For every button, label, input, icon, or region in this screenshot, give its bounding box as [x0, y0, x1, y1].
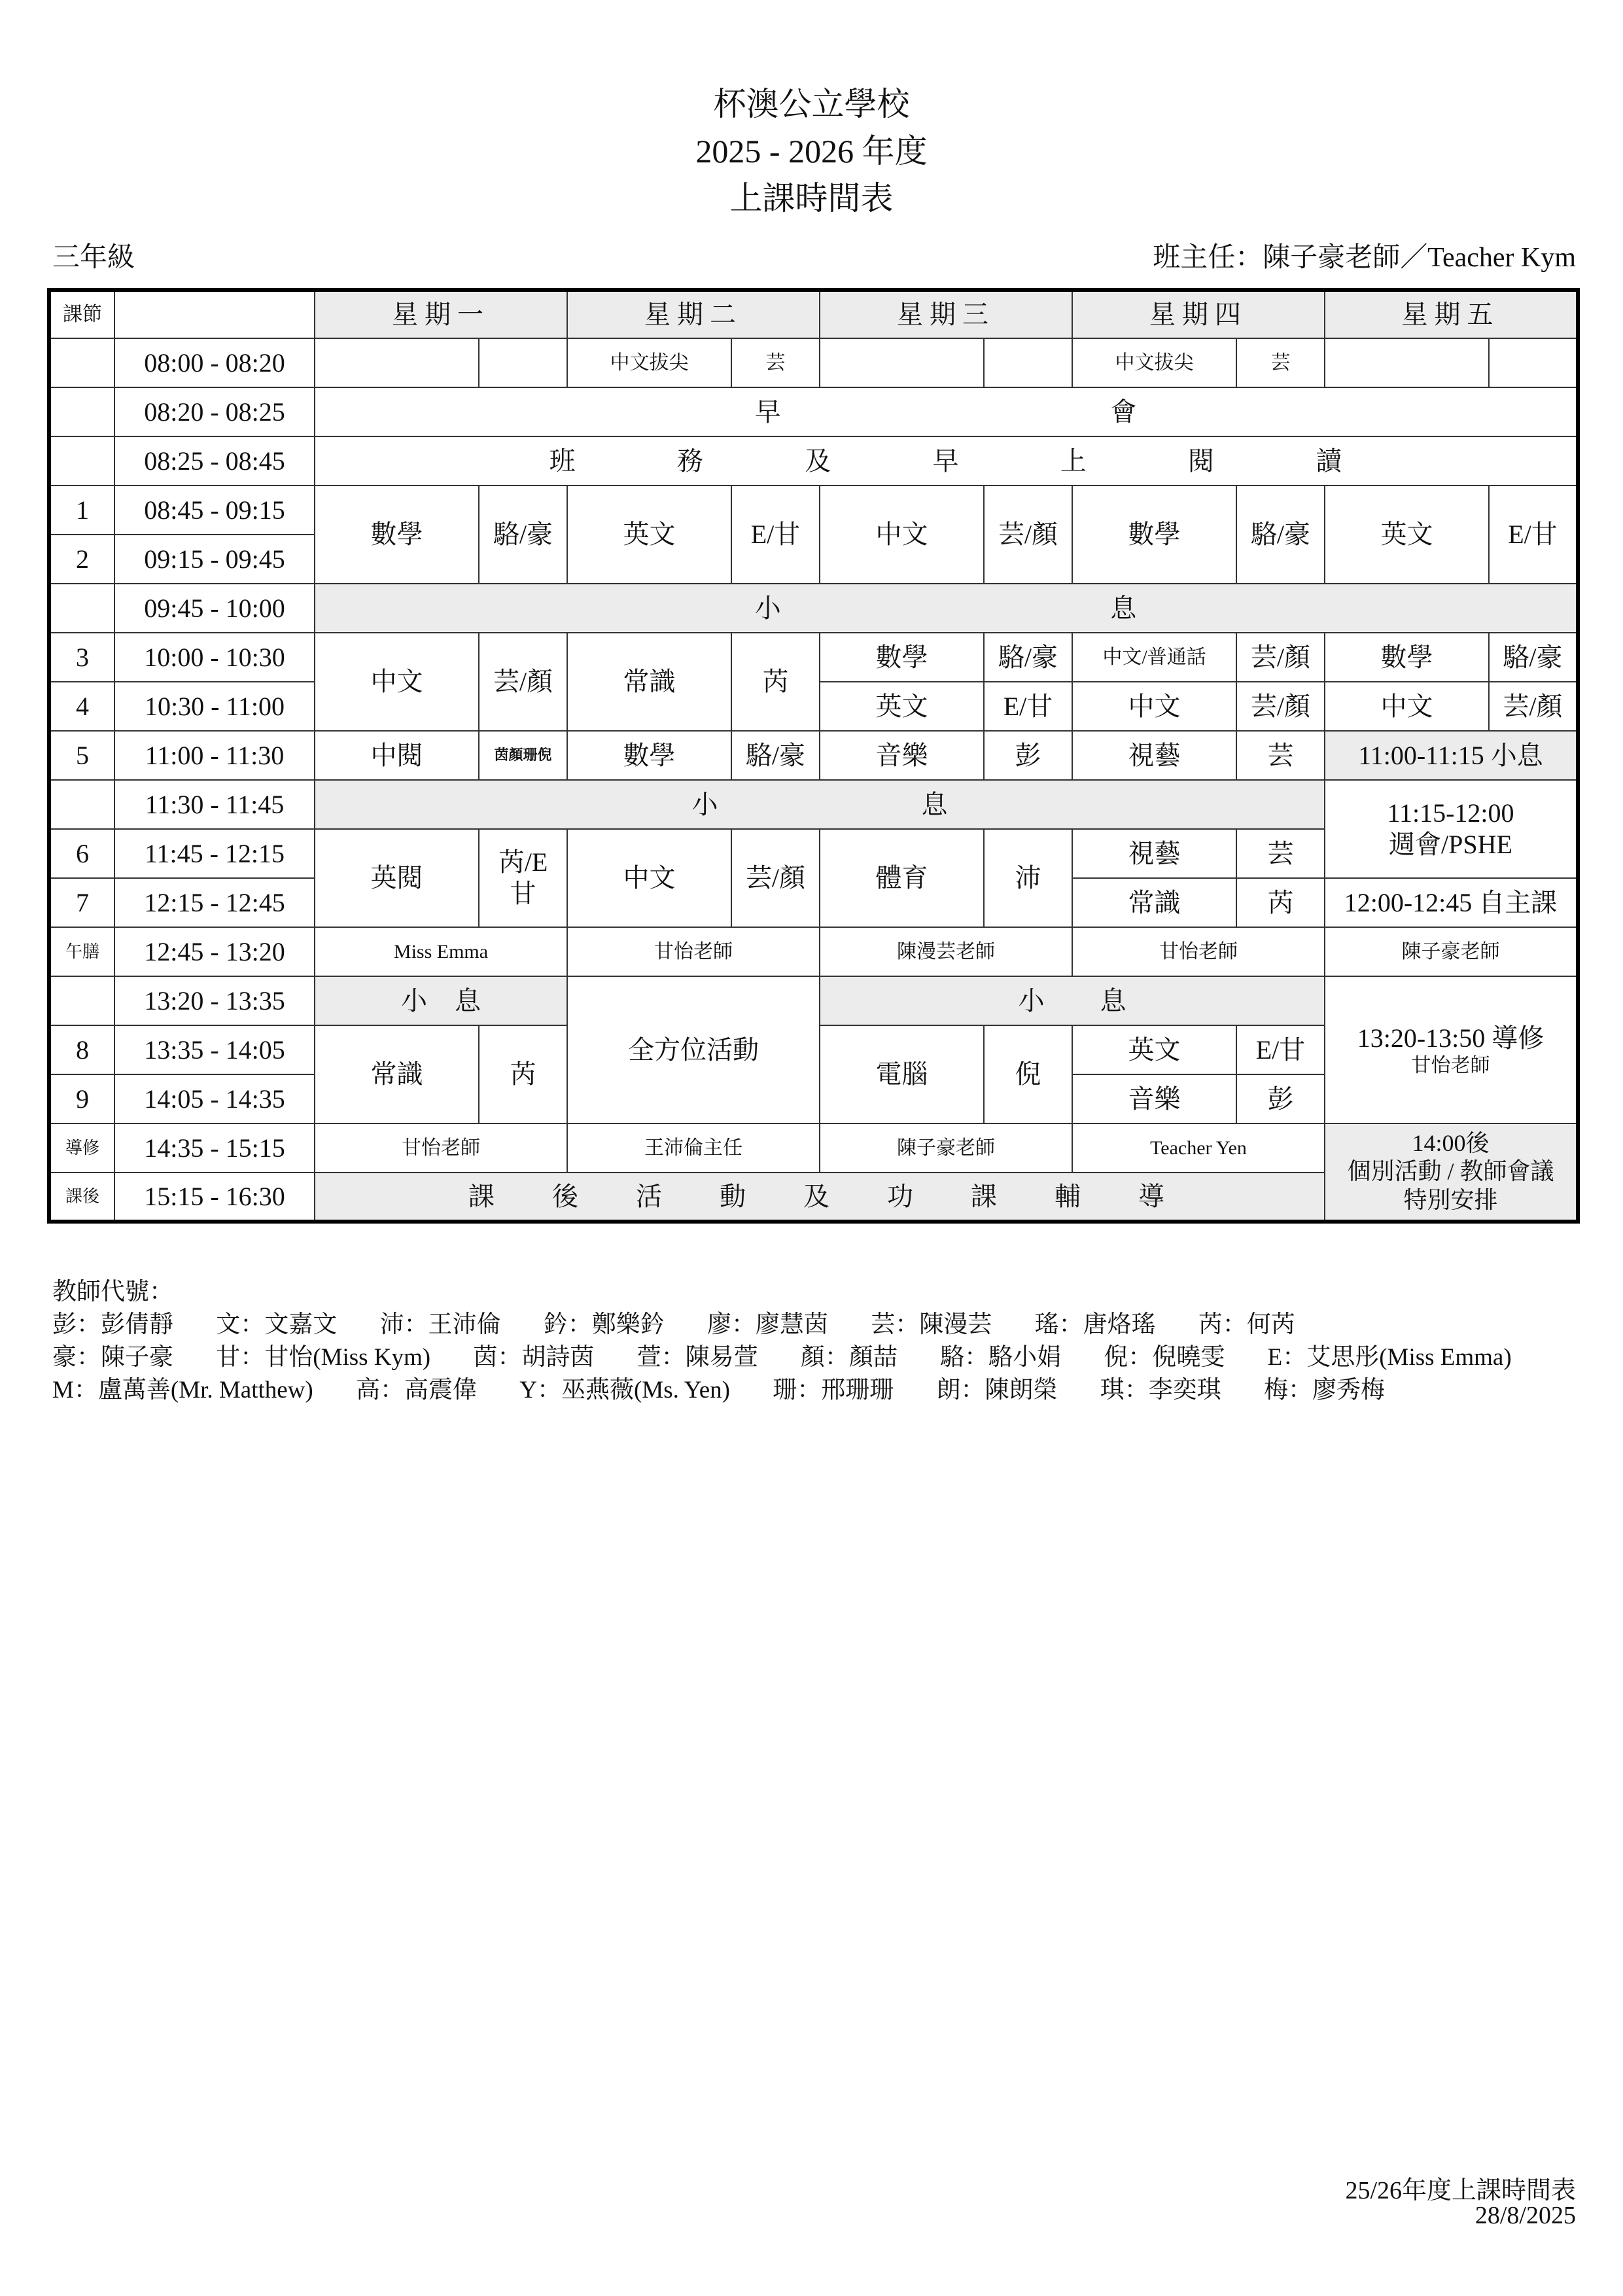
time-cell: 09:45 - 10:00	[114, 584, 315, 633]
subject-cell: 視藝	[1072, 829, 1236, 878]
legend-item: 文：文嘉文	[216, 1311, 338, 1338]
legend-item: 芮：何芮	[1198, 1311, 1295, 1338]
legend-item: 倪：倪曉雯	[1104, 1344, 1225, 1371]
morning-reading-cell: 班 務 及 早 上 閱 讀	[315, 436, 1578, 486]
time-cell: 14:35 - 15:15	[114, 1123, 315, 1173]
class-teacher: 班主任：陳子豪老師／Teacher Kym	[1153, 243, 1576, 273]
teacher-cell: 芸/顏	[1489, 682, 1578, 731]
subject-cell: 常識	[567, 633, 731, 731]
period-number: 8	[49, 1025, 114, 1074]
subject-cell: 中文	[1325, 682, 1489, 731]
day-header-thu: 星期四	[1072, 290, 1325, 338]
subject-cell: 中文	[567, 829, 731, 927]
lunch-teacher-cell: 甘怡老師	[567, 927, 820, 976]
school-year: 2025 - 2026 年度	[695, 133, 928, 169]
legend-item: 瑤：唐烙瑤	[1034, 1311, 1156, 1338]
teacher-cell: E/甘	[1236, 1025, 1325, 1074]
legend-item: 珊：邢珊珊	[773, 1377, 894, 1404]
period-number: 9	[49, 1074, 114, 1123]
table-row	[49, 1123, 1578, 1173]
special-arrangement-cell: 14:00後 個別活動 / 教師會議 特別安排	[1325, 1123, 1578, 1222]
legend-item: 芸：陳漫芸	[871, 1311, 992, 1338]
fri-recess-cell: 11:00-11:15 小息	[1325, 731, 1578, 780]
teacher-cell: 芸	[1236, 829, 1325, 878]
teacher-cell: 芮/E 甘	[479, 829, 567, 927]
lunch-teacher-cell: Miss Emma	[315, 927, 567, 976]
time-cell: 13:20 - 13:35	[114, 976, 315, 1025]
teacher-cell: 彭	[1236, 1074, 1325, 1123]
tutor-teacher-cell: 王沛倫主任	[567, 1123, 820, 1173]
after-school-cell: 課 後 活 動 及 功 課 輔 導	[315, 1173, 1325, 1222]
teacher-cell: E/甘	[984, 682, 1072, 731]
legend-item: 琪：李奕琪	[1100, 1377, 1221, 1404]
subject-cell: 中閱	[315, 731, 479, 780]
subject-cell: 音樂	[820, 731, 984, 780]
period-number: 1	[49, 486, 114, 535]
day-header-wed: 星期三	[820, 290, 1072, 338]
period-label: 課後	[49, 1173, 114, 1222]
time-cell: 10:00 - 10:30	[114, 633, 315, 682]
time-cell: 08:45 - 09:15	[114, 486, 315, 535]
teacher-cell: 駱/豪	[731, 731, 820, 780]
subject-cell: 常識	[315, 1025, 479, 1123]
timetable	[47, 288, 1580, 1224]
legend-row	[52, 1374, 1548, 1407]
period-label: 午膳	[49, 927, 114, 976]
teacher-cell: 芸	[1236, 338, 1325, 387]
recess-cell: 小 息	[315, 780, 1325, 829]
teacher-cell: 芸/顏	[1236, 682, 1325, 731]
subject-cell: 電腦	[820, 1025, 984, 1123]
day-header-mon: 星期一	[315, 290, 567, 338]
teacher-cell: 駱/豪	[479, 486, 567, 584]
teacher-cell: 芮	[1236, 878, 1325, 927]
table-row	[49, 927, 1578, 976]
time-cell: 13:35 - 14:05	[114, 1025, 315, 1074]
teacher-cell: 芮	[731, 633, 820, 731]
teacher-cell: 駱/豪	[1236, 486, 1325, 584]
teacher-cell: 芸	[731, 338, 820, 387]
footer-title: 25/26年度上課時間表	[1345, 2177, 1576, 2204]
assembly-cell: 早 會	[315, 387, 1578, 436]
tutor-teacher-cell: 陳子豪老師	[820, 1123, 1072, 1173]
period-number: 3	[49, 633, 114, 682]
teacher-cell: 駱/豪	[984, 633, 1072, 682]
legend-item: E：艾思彤(Miss Emma)	[1267, 1344, 1512, 1371]
time-cell: 08:00 - 08:20	[114, 338, 315, 387]
subject-cell: 英文	[567, 486, 731, 584]
subject-cell: 數學	[1325, 633, 1489, 682]
subject-cell: 數學	[315, 486, 479, 584]
tutor-teacher-cell: 甘怡老師	[315, 1123, 567, 1173]
table-row	[49, 486, 1578, 535]
legend-item: M：盧萬善(Mr. Matthew)	[52, 1377, 313, 1404]
teacher-cell: 倪	[984, 1025, 1072, 1123]
legend-item: 豪：陳子豪	[52, 1344, 173, 1371]
subject-cell: 中文	[1072, 682, 1236, 731]
teacher-cell: 沛	[984, 829, 1072, 927]
tutor-teacher-cell: Teacher Yen	[1072, 1123, 1325, 1173]
table-row	[49, 387, 1578, 436]
legend-title: 教師代號：	[52, 1279, 173, 1305]
subject-cell: 數學	[820, 633, 984, 682]
recess-cell: 小 息	[820, 976, 1325, 1025]
assembly-pshe-cell: 11:15-12:00 週會/PSHE	[1325, 780, 1578, 878]
tutorial-cell: 13:20-13:50 導修 甘怡老師	[1325, 976, 1578, 1123]
legend-item: 廖：廖慧茵	[707, 1311, 828, 1338]
subject-cell: 英文	[1072, 1025, 1236, 1074]
legend-item: Y：巫燕薇(Ms. Yen)	[519, 1377, 730, 1404]
teacher-cell: 茵顏珊倪	[479, 731, 567, 780]
time-cell: 11:00 - 11:30	[114, 731, 315, 780]
teacher-cell: E/甘	[731, 486, 820, 584]
subject-cell: 中文	[820, 486, 984, 584]
recess-cell: 小 息	[315, 584, 1578, 633]
legend-item: 駱：駱小娟	[940, 1344, 1062, 1371]
time-cell: 08:20 - 08:25	[114, 387, 315, 436]
legend-item: 彭：彭倩靜	[52, 1311, 173, 1338]
time-cell: 09:15 - 09:45	[114, 535, 315, 584]
legend-item: 顏：顏喆	[800, 1344, 898, 1371]
subject-cell: 中文拔尖	[567, 338, 731, 387]
time-cell: 12:45 - 13:20	[114, 927, 315, 976]
teacher-cell: 芸/顏	[479, 633, 567, 731]
legend-item: 茵：胡詩茵	[473, 1344, 595, 1371]
self-study-cell: 12:00-12:45 自主課	[1325, 878, 1578, 927]
table-row	[49, 338, 1578, 387]
subject-cell: 數學	[567, 731, 731, 780]
lunch-teacher-cell: 甘怡老師	[1072, 927, 1325, 976]
time-cell: 08:25 - 08:45	[114, 436, 315, 486]
grade-label: 三年級	[52, 243, 135, 273]
subject-cell: 英閱	[315, 829, 479, 927]
lunch-teacher-cell: 陳漫芸老師	[820, 927, 1072, 976]
legend-row	[52, 1309, 1548, 1341]
doc-title: 上課時間表	[729, 180, 894, 217]
table-row	[49, 731, 1578, 780]
teacher-cell: 芸/顏	[1236, 633, 1325, 682]
legend-item: 朗：陳朗榮	[936, 1377, 1058, 1404]
legend-item: 鈐：鄭樂鈐	[543, 1311, 665, 1338]
subject-cell: 英文	[820, 682, 984, 731]
legend-item: 萱：陳易萱	[637, 1344, 758, 1371]
legend-item: 梅：廖秀梅	[1263, 1377, 1385, 1404]
school-name: 杯澳公立學校	[713, 86, 910, 122]
time-cell: 15:15 - 16:30	[114, 1173, 315, 1222]
table-row	[49, 976, 1578, 1025]
subject-cell: 常識	[1072, 878, 1236, 927]
footer-date: 28/8/2025	[1475, 2202, 1576, 2229]
subject-cell: 視藝	[1072, 731, 1236, 780]
period-number: 7	[49, 878, 114, 927]
period-number: 6	[49, 829, 114, 878]
legend-item: 甘：甘怡(Miss Kym)	[216, 1344, 431, 1371]
period-label: 導修	[49, 1123, 114, 1173]
teacher-cell: 芸/顏	[731, 829, 820, 927]
teacher-code-legend	[52, 1276, 1548, 1407]
subject-cell: 數學	[1072, 486, 1236, 584]
time-cell: 14:05 - 14:35	[114, 1074, 315, 1123]
day-header-tue: 星期二	[567, 290, 820, 338]
legend-item: 高：高震偉	[356, 1377, 477, 1404]
table-row	[49, 584, 1578, 633]
teacher-cell: 彭	[984, 731, 1072, 780]
teacher-cell: 芮	[479, 1025, 567, 1123]
subject-cell: 英文	[1325, 486, 1489, 584]
legend-item: 沛：王沛倫	[379, 1311, 501, 1338]
day-header-fri: 星期五	[1325, 290, 1578, 338]
lunch-teacher-cell: 陳子豪老師	[1325, 927, 1578, 976]
teacher-cell: 芸/顏	[984, 486, 1072, 584]
teacher-cell: 芸	[1236, 731, 1325, 780]
subject-cell: 體育	[820, 829, 984, 927]
header-row	[49, 290, 1578, 338]
table-row	[49, 633, 1578, 682]
legend-row	[52, 1341, 1548, 1374]
time-cell: 10:30 - 11:00	[114, 682, 315, 731]
subject-cell: 中文	[315, 633, 479, 731]
period-number: 4	[49, 682, 114, 731]
teacher-cell: E/甘	[1489, 486, 1578, 584]
recess-cell: 小 息	[315, 976, 567, 1025]
period-number: 2	[49, 535, 114, 584]
period-header: 課節	[49, 290, 114, 338]
subject-cell: 中文拔尖	[1072, 338, 1236, 387]
subject-cell: 中文/普通話	[1072, 633, 1236, 682]
table-row	[49, 436, 1578, 486]
time-cell: 11:45 - 12:15	[114, 829, 315, 878]
period-number: 5	[49, 731, 114, 780]
time-cell: 12:15 - 12:45	[114, 878, 315, 927]
time-cell: 11:30 - 11:45	[114, 780, 315, 829]
teacher-cell: 駱/豪	[1489, 633, 1578, 682]
table-row	[49, 780, 1578, 829]
activity-cell: 全方位活動	[567, 976, 820, 1123]
subject-cell: 音樂	[1072, 1074, 1236, 1123]
